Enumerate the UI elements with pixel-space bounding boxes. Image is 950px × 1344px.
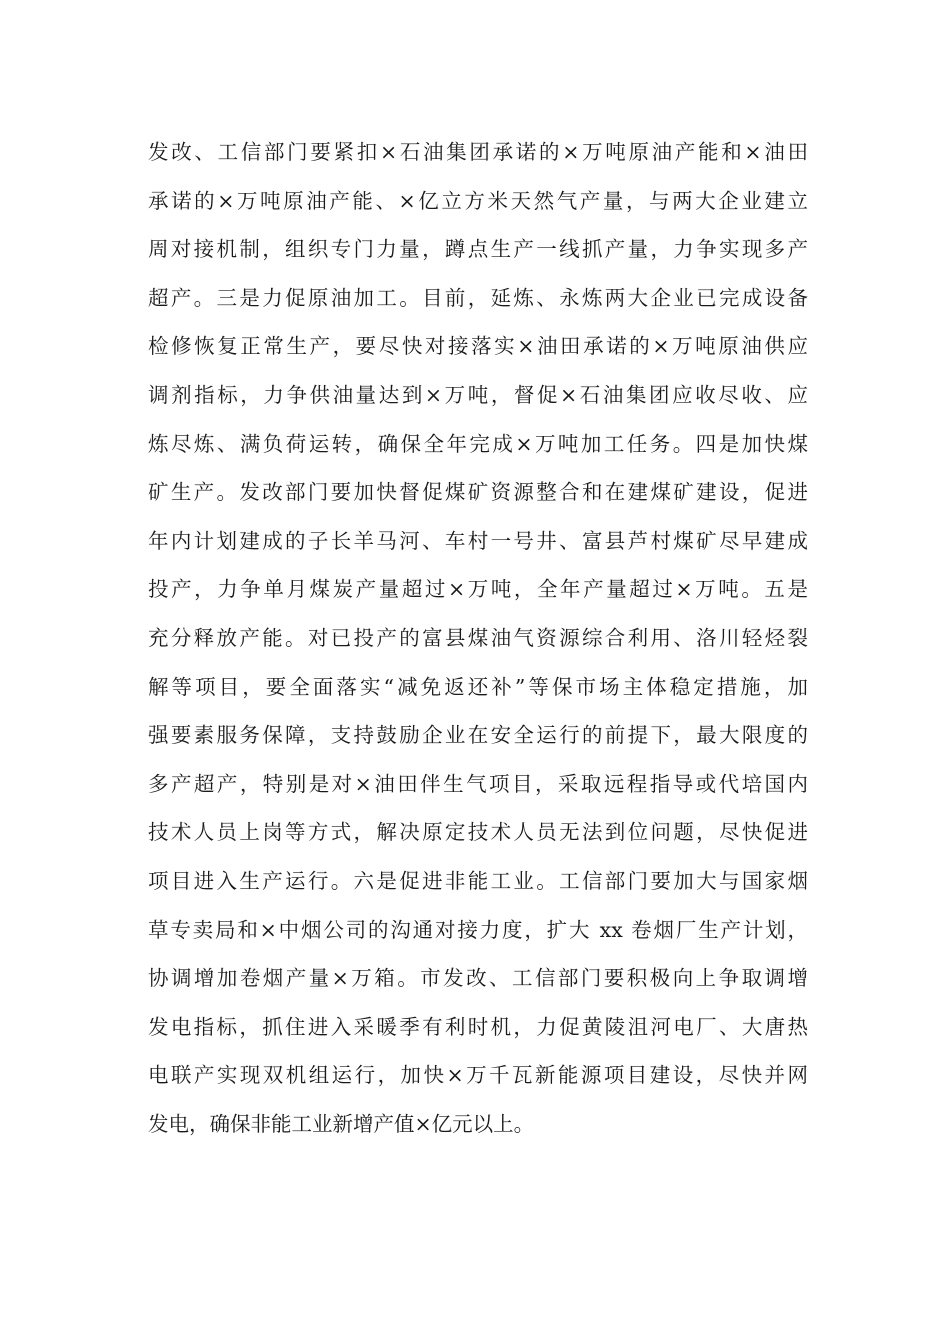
text-line-19: 发电指标，抓住进入采暖季有利时机，力促黄陵沮河电厂、大唐热 — [148, 1014, 808, 1039]
text-line-14: 多产超产，特别是对×油田伴生气项目，采取远程指导或代培国内 — [148, 771, 808, 796]
text-line-5: 检修恢复正常生产，要尽快对接落实×油田承诺的×万吨原油供应 — [148, 334, 808, 359]
text-line-7: 炼尽炼、满负荷运转，确保全年完成×万吨加工任务。四是加快煤 — [148, 431, 808, 456]
text-line-3: 周对接机制，组织专门力量，蹲点生产一线抓产量，力争实现多产 — [148, 237, 808, 262]
text-line-6: 调剂指标，力争供油量达到×万吨，督促×石油集团应收尽收、应 — [148, 382, 808, 407]
text-line-10: 投产，力争单月煤炭产量超过×万吨，全年产量超过×万吨。五是 — [148, 577, 808, 602]
text-line-20: 电联产实现双机组运行，加快×万千瓦新能源项目建设，尽快并网 — [148, 1063, 808, 1088]
text-line-8: 矿生产。发改部门要加快督促煤矿资源整合和在建煤矿建设，促进 — [148, 480, 808, 505]
text-line-16: 项目进入生产运行。六是促进非能工业。工信部门要加大与国家烟 — [148, 868, 808, 893]
body-paragraph — [148, 132, 808, 1152]
text-line-13: 强要素服务保障，支持鼓励企业在安全运行的前提下，最大限度的 — [148, 723, 808, 748]
text-line-21: 发电，确保非能工业新增产值×亿元以上。 — [148, 1111, 535, 1136]
text-line-17: 草专卖局和×中烟公司的沟通对接力度，扩大 xx 卷烟厂生产计划， — [148, 917, 808, 942]
text-line-2: 承诺的×万吨原油产能、×亿立方米天然气产量，与两大企业建立 — [148, 188, 808, 213]
text-line-11: 充分释放产能。对已投产的富县煤油气资源综合利用、洛川轻烃裂 — [148, 625, 808, 650]
text-line-4: 超产。三是力促原油加工。目前，延炼、永炼两大企业已完成设备 — [148, 285, 808, 310]
text-line-15: 技术人员上岗等方式，解决原定技术人员无法到位问题，尽快促进 — [148, 820, 808, 845]
text-line-12: 解等项目，要全面落实“减免返还补”等保市场主体稳定措施，加 — [148, 674, 808, 699]
text-line-18: 协调增加卷烟产量×万箱。市发改、工信部门要积极向上争取调增 — [148, 966, 808, 991]
text-line-1: 发改、工信部门要紧扣×石油集团承诺的×万吨原油产能和×油田 — [148, 140, 808, 164]
text-line-9: 年内计划建成的子长羊马河、车村一号井、富县芦村煤矿尽早建成 — [148, 528, 808, 553]
